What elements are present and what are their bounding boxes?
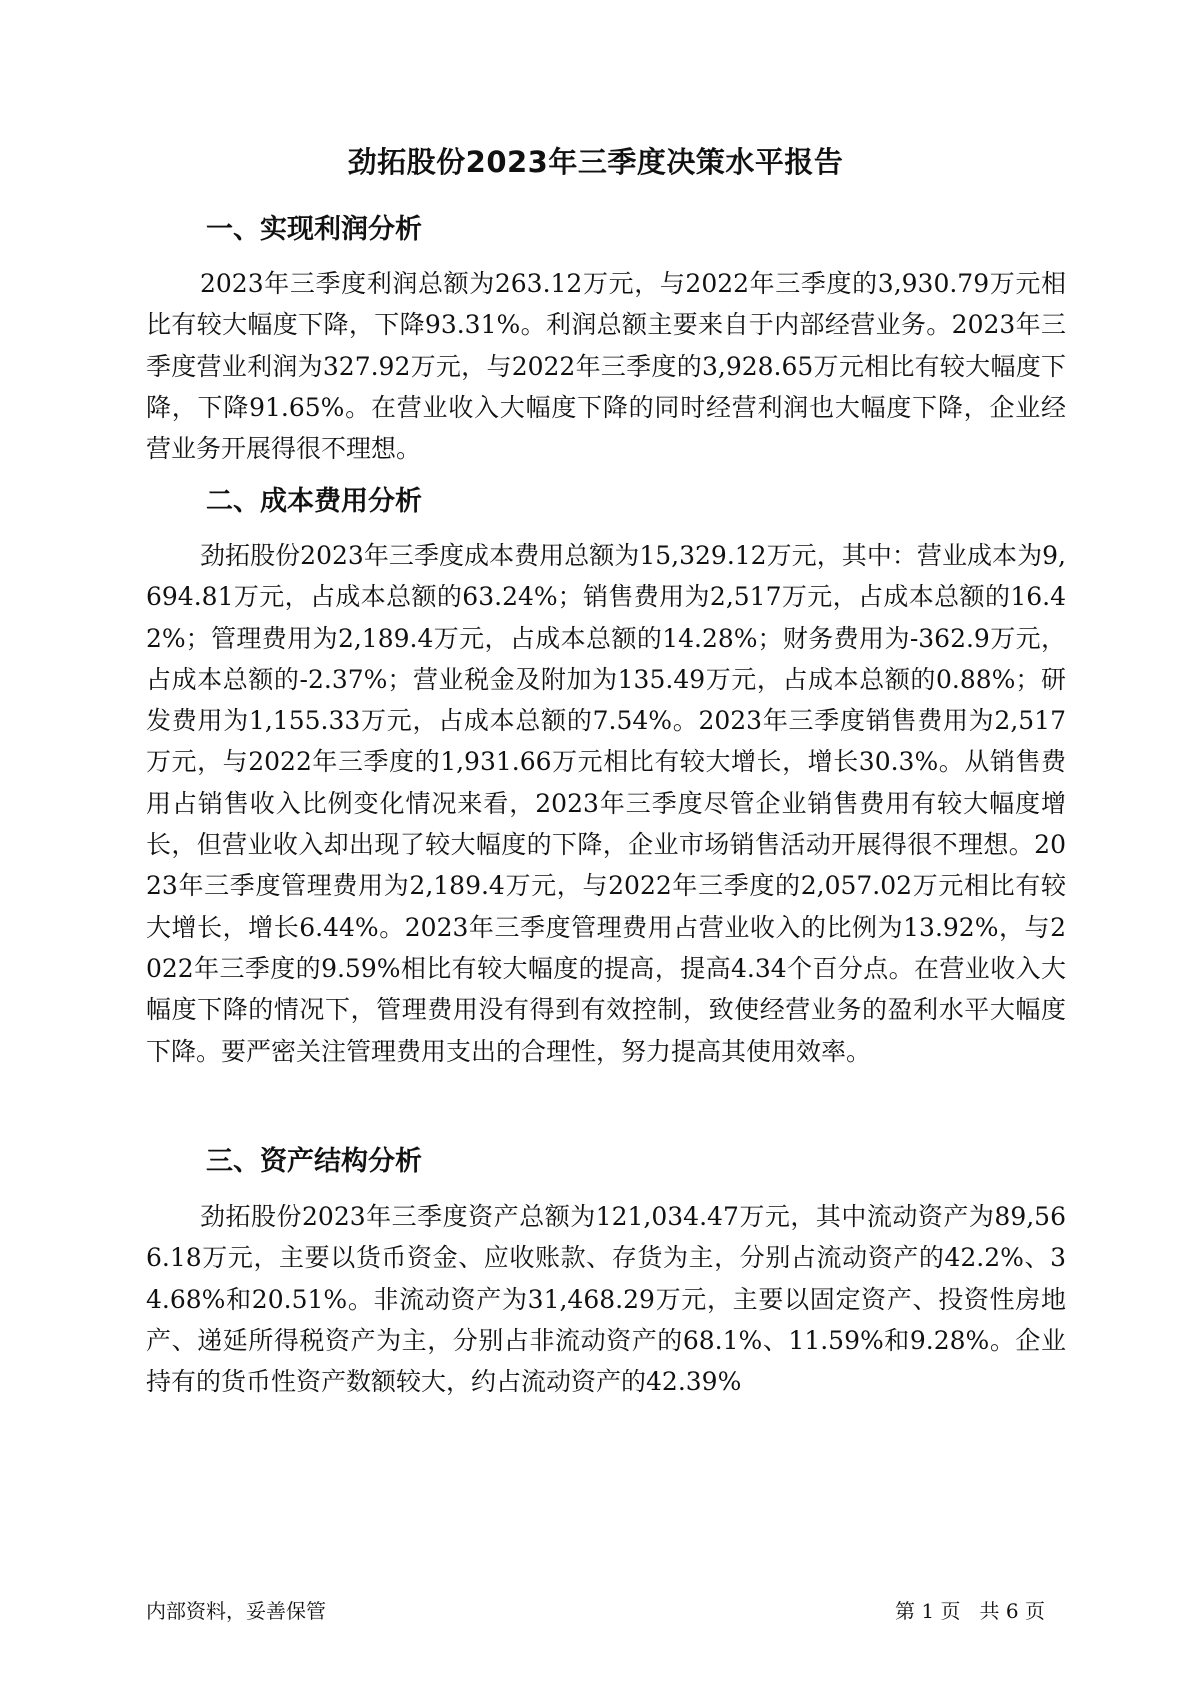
section-heading-profit: 一、实现利润分析 bbox=[206, 214, 422, 245]
document-title: 劲拓股份2023年三季度决策水平报告 bbox=[347, 145, 844, 179]
section-heading-cost: 二、成本费用分析 bbox=[206, 486, 422, 517]
footer-confidential-note: 内部资料，妥善保管 bbox=[146, 1599, 326, 1623]
section-paragraph-cost: 劲拓股份2023年三季度成本费用总额为15,329.12万元，其中：营业成本为9,694.81万元，占成本总额的63.24%；销售费用为2,517万元，占成本总额的16.42%；管理费用为2,189.4万元，占成本总额的14.28%；财务费用为-362.9万元，占成本总额的-2.37%；营业税金及附加为135.49万元，占成本总额的0.88%；研发费用为1,155.33万元，占成本总额的7.54%。2023年三季度销售费用为2,517万元，与2022年三季度的1,931.66万元相比有较大增长，增长30.3%。从销售费用占销售收入比例变化情况来看，2023年三季度尽管企业销售费用有较大幅度增长，但营业收入却出现了较大幅度的下降，企业市场销售活动开展得很不理想。2023年三季度管理费用为2,189.4万元，与2022年三季度的2,057.02万元相比有较大增长，增长6.44%。2023年三季度管理费用占营业收入的比例为13.92%，与2022年三季度的9.59%相比有较大幅度的提高，提高4.34个百分点。在营业收入大幅度下降的情况下，管理费用没有得到有效控制，致使经营业务的盈利水平大幅度下降。要严密关注管理费用支出的合理性，努力提高其使用效率。 bbox=[146, 541, 1066, 1066]
section-heading-assets: 三、资产结构分析 bbox=[206, 1146, 422, 1177]
footer-page-number: 第 1 页 共 6 页 bbox=[895, 1599, 1045, 1623]
section-paragraph-profit: 2023年三季度利润总额为263.12万元，与2022年三季度的3,930.79万元相比有较大幅度下降，下降93.31%。利润总额主要来自于内部经营业务。2023年三季度营业利润为327.92万元，与2022年三季度的3,928.65万元相比有较大幅度下降，下降91.65%。在营业收入大幅度下降的同时经营利润也大幅度下降，企业经营业务开展得很不理想。 bbox=[146, 269, 1066, 464]
section-paragraph-assets: 劲拓股份2023年三季度资产总额为121,034.47万元，其中流动资产为89,566.18万元，主要以货币资金、应收账款、存货为主，分别占流动资产的42.2%、34.68%和20.51%。非流动资产为31,468.29万元，主要以固定资产、投资性房地产、递延所得税资产为主，分别占非流动资产的68.1%、11.59%和9.28%。企业持有的货币性资产数额较大，约占流动资产的42.39% bbox=[146, 1202, 1066, 1397]
